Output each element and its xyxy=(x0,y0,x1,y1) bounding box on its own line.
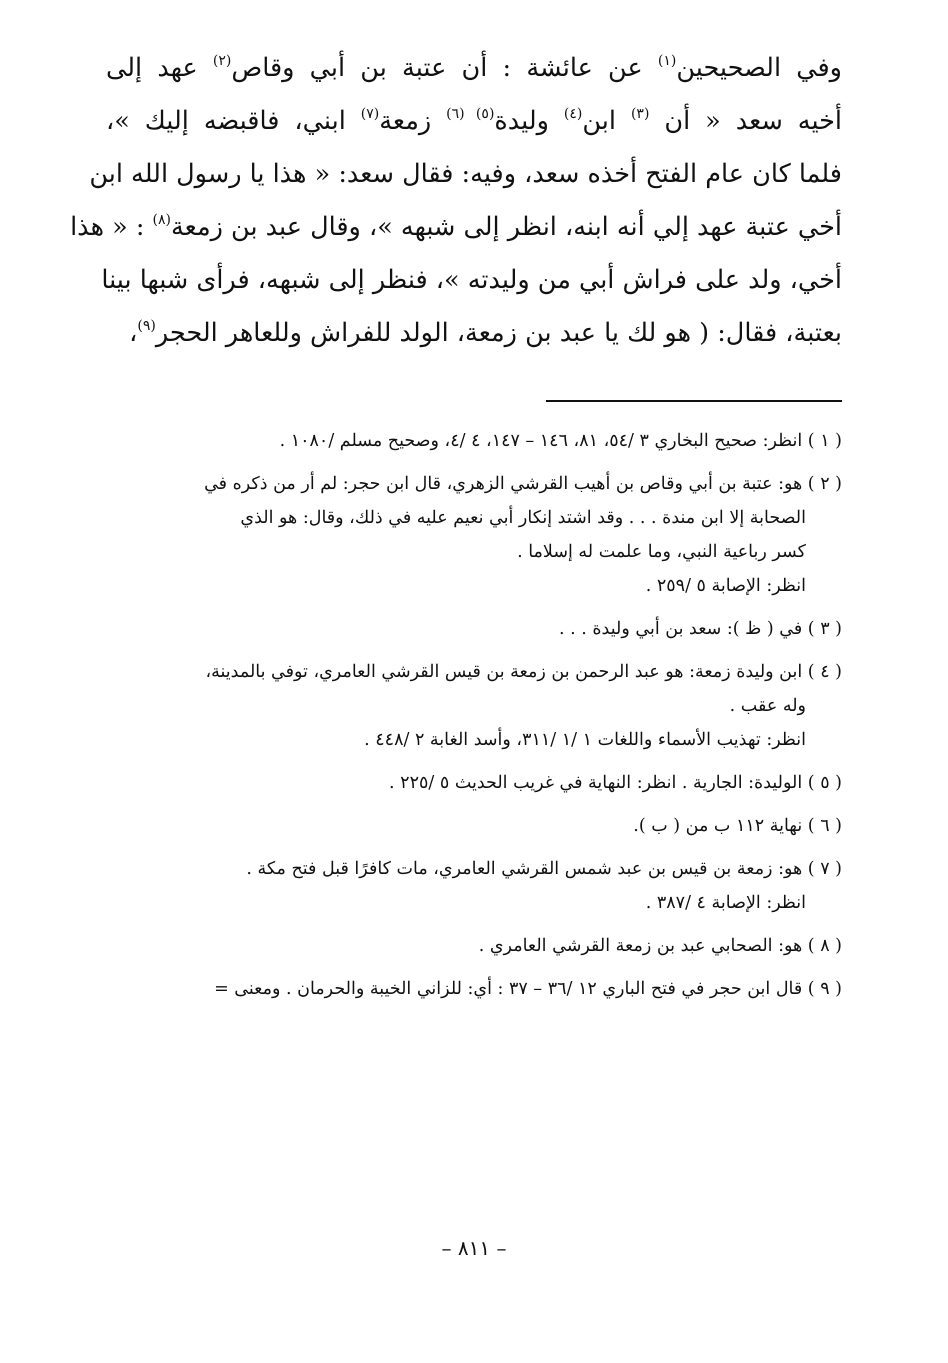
main-line xyxy=(89,159,842,189)
footnote-line: ( ٦ ) نهاية ١١٢ ب من ( ب ). xyxy=(633,816,842,836)
main-line xyxy=(106,53,842,83)
footnote-ref[interactable]: (٨) xyxy=(152,212,171,228)
text-run: ابن xyxy=(582,106,631,136)
footnote-line: ( ٢ ) هو: عتبة بن أبي وقاص بن أهيب القرشي الزهري، قال ابن حجر: لم أر من ذكره في xyxy=(204,474,842,494)
text-run: أخي عتبة عهد إلي أنه ابنه، انظر إلى شبهه »، وقال عبد بن زمعة xyxy=(171,212,842,242)
text-run: بعتبة، فقال: ( هو لك يا عبد بن زمعة، الولد للفراش وللعاهر الحجر xyxy=(155,318,842,348)
footnote-9 xyxy=(106,972,842,1006)
footnote-3 xyxy=(106,612,842,646)
text-run: عهد إلى xyxy=(106,53,213,83)
text-run: : « هذا xyxy=(70,212,153,242)
footnote-line: انظر: الإصابة ٤ /٣٨٧ . xyxy=(645,893,806,913)
footnote-line: ( ٧ ) هو: زمعة بن قيس بن عبد شمس القرشي العامري، مات كافرًا قبل فتح مكة . xyxy=(246,859,842,879)
main-line xyxy=(70,212,842,242)
footnote-line: وله عقب . xyxy=(729,696,806,716)
main-line xyxy=(101,265,842,295)
text-run: زمعة xyxy=(379,106,447,136)
footnote-line: انظر: الإصابة ٥ /٢٥٩ . xyxy=(645,576,806,596)
footnote-ref[interactable]: (٣) xyxy=(630,106,650,122)
text-run: ابني، فاقبضه إليك »، xyxy=(106,106,361,136)
footnote-ref[interactable]: (٢) xyxy=(212,53,232,69)
footnote-7 xyxy=(106,852,842,920)
footnote-line: ( ١ ) انظر: صحيح البخاري ٣ /٥٤، ٨١، ١٤٦ – ١٤٧، ٤ /٤، وصحيح مسلم /١٠٨٠ . xyxy=(279,431,842,451)
main-line xyxy=(129,318,842,348)
footnote-ref[interactable]: (٥) (٦) xyxy=(446,106,495,122)
footnote-1 xyxy=(106,424,842,458)
main-text xyxy=(70,42,842,360)
main-line xyxy=(106,106,842,136)
text-run: عن عائشة : أن عتبة بن أبي وقاص xyxy=(231,53,658,83)
footnote-ref[interactable]: (٤) xyxy=(563,106,583,122)
footnote-line: ( ٨ ) هو: الصحابي عبد بن زمعة القرشي العامري . xyxy=(478,936,842,956)
footnote-4 xyxy=(106,655,842,757)
text-run: فلما كان عام الفتح أخذه سعد، وفيه: فقال سعد: « هذا يا رسول الله ابن xyxy=(89,159,842,189)
text-run: أخي، ولد على فراش أبي من وليدته »، فنظر إلى شبهه، فرأى شبها بينا xyxy=(101,265,842,295)
text-run: وفي الصحيحين xyxy=(676,53,842,83)
footnote-separator xyxy=(546,400,842,402)
text-run: أخيه سعد « أن xyxy=(649,106,842,136)
footnote-2 xyxy=(106,467,842,603)
footnote-line: ( ٥ ) الوليدة: الجارية . انظر: النهاية في غريب الحديث ٥ /٢٢٥ . xyxy=(389,773,842,793)
footnote-line: انظر: تهذيب الأسماء واللغات ١ /١ /٣١١، وأسد الغابة ٢ /٤٤٨ . xyxy=(364,730,806,750)
footnotes-list xyxy=(106,424,842,1015)
page-number: – ٨١١ – xyxy=(441,1236,507,1260)
text-run: وليدة xyxy=(494,106,564,136)
footnote-ref[interactable]: (١) xyxy=(657,53,677,69)
footnote-8 xyxy=(106,929,842,963)
footnote-ref[interactable]: (٩) xyxy=(137,318,156,334)
footnote-ref[interactable]: (٧) xyxy=(360,106,380,122)
footnote-line: ( ٩ ) قال ابن حجر في فتح الباري ١٢ /٣٦ – ٣٧ : أي: للزاني الخيبة والحرمان . ومعنى = xyxy=(214,979,842,999)
footnote-line: ( ٣ ) في ( ظ ): سعد بن أبي وليدة . . . xyxy=(559,619,842,639)
footnote-5 xyxy=(106,766,842,800)
footnote-line: الصحابة إلا ابن مندة . . . وقد اشتد إنكار أبي نعيم عليه في ذلك، وقال: هو الذي xyxy=(240,508,806,528)
footnote-6 xyxy=(106,809,842,843)
footnote-line: كسر رباعية النبي، وما علمت له إسلاما . xyxy=(517,542,806,562)
footnote-line: ( ٤ ) ابن وليدة زمعة: هو عبد الرحمن بن زمعة بن قيس القرشي العامري، توفي بالمدينة، xyxy=(205,662,842,682)
text-run: ، xyxy=(129,318,138,348)
